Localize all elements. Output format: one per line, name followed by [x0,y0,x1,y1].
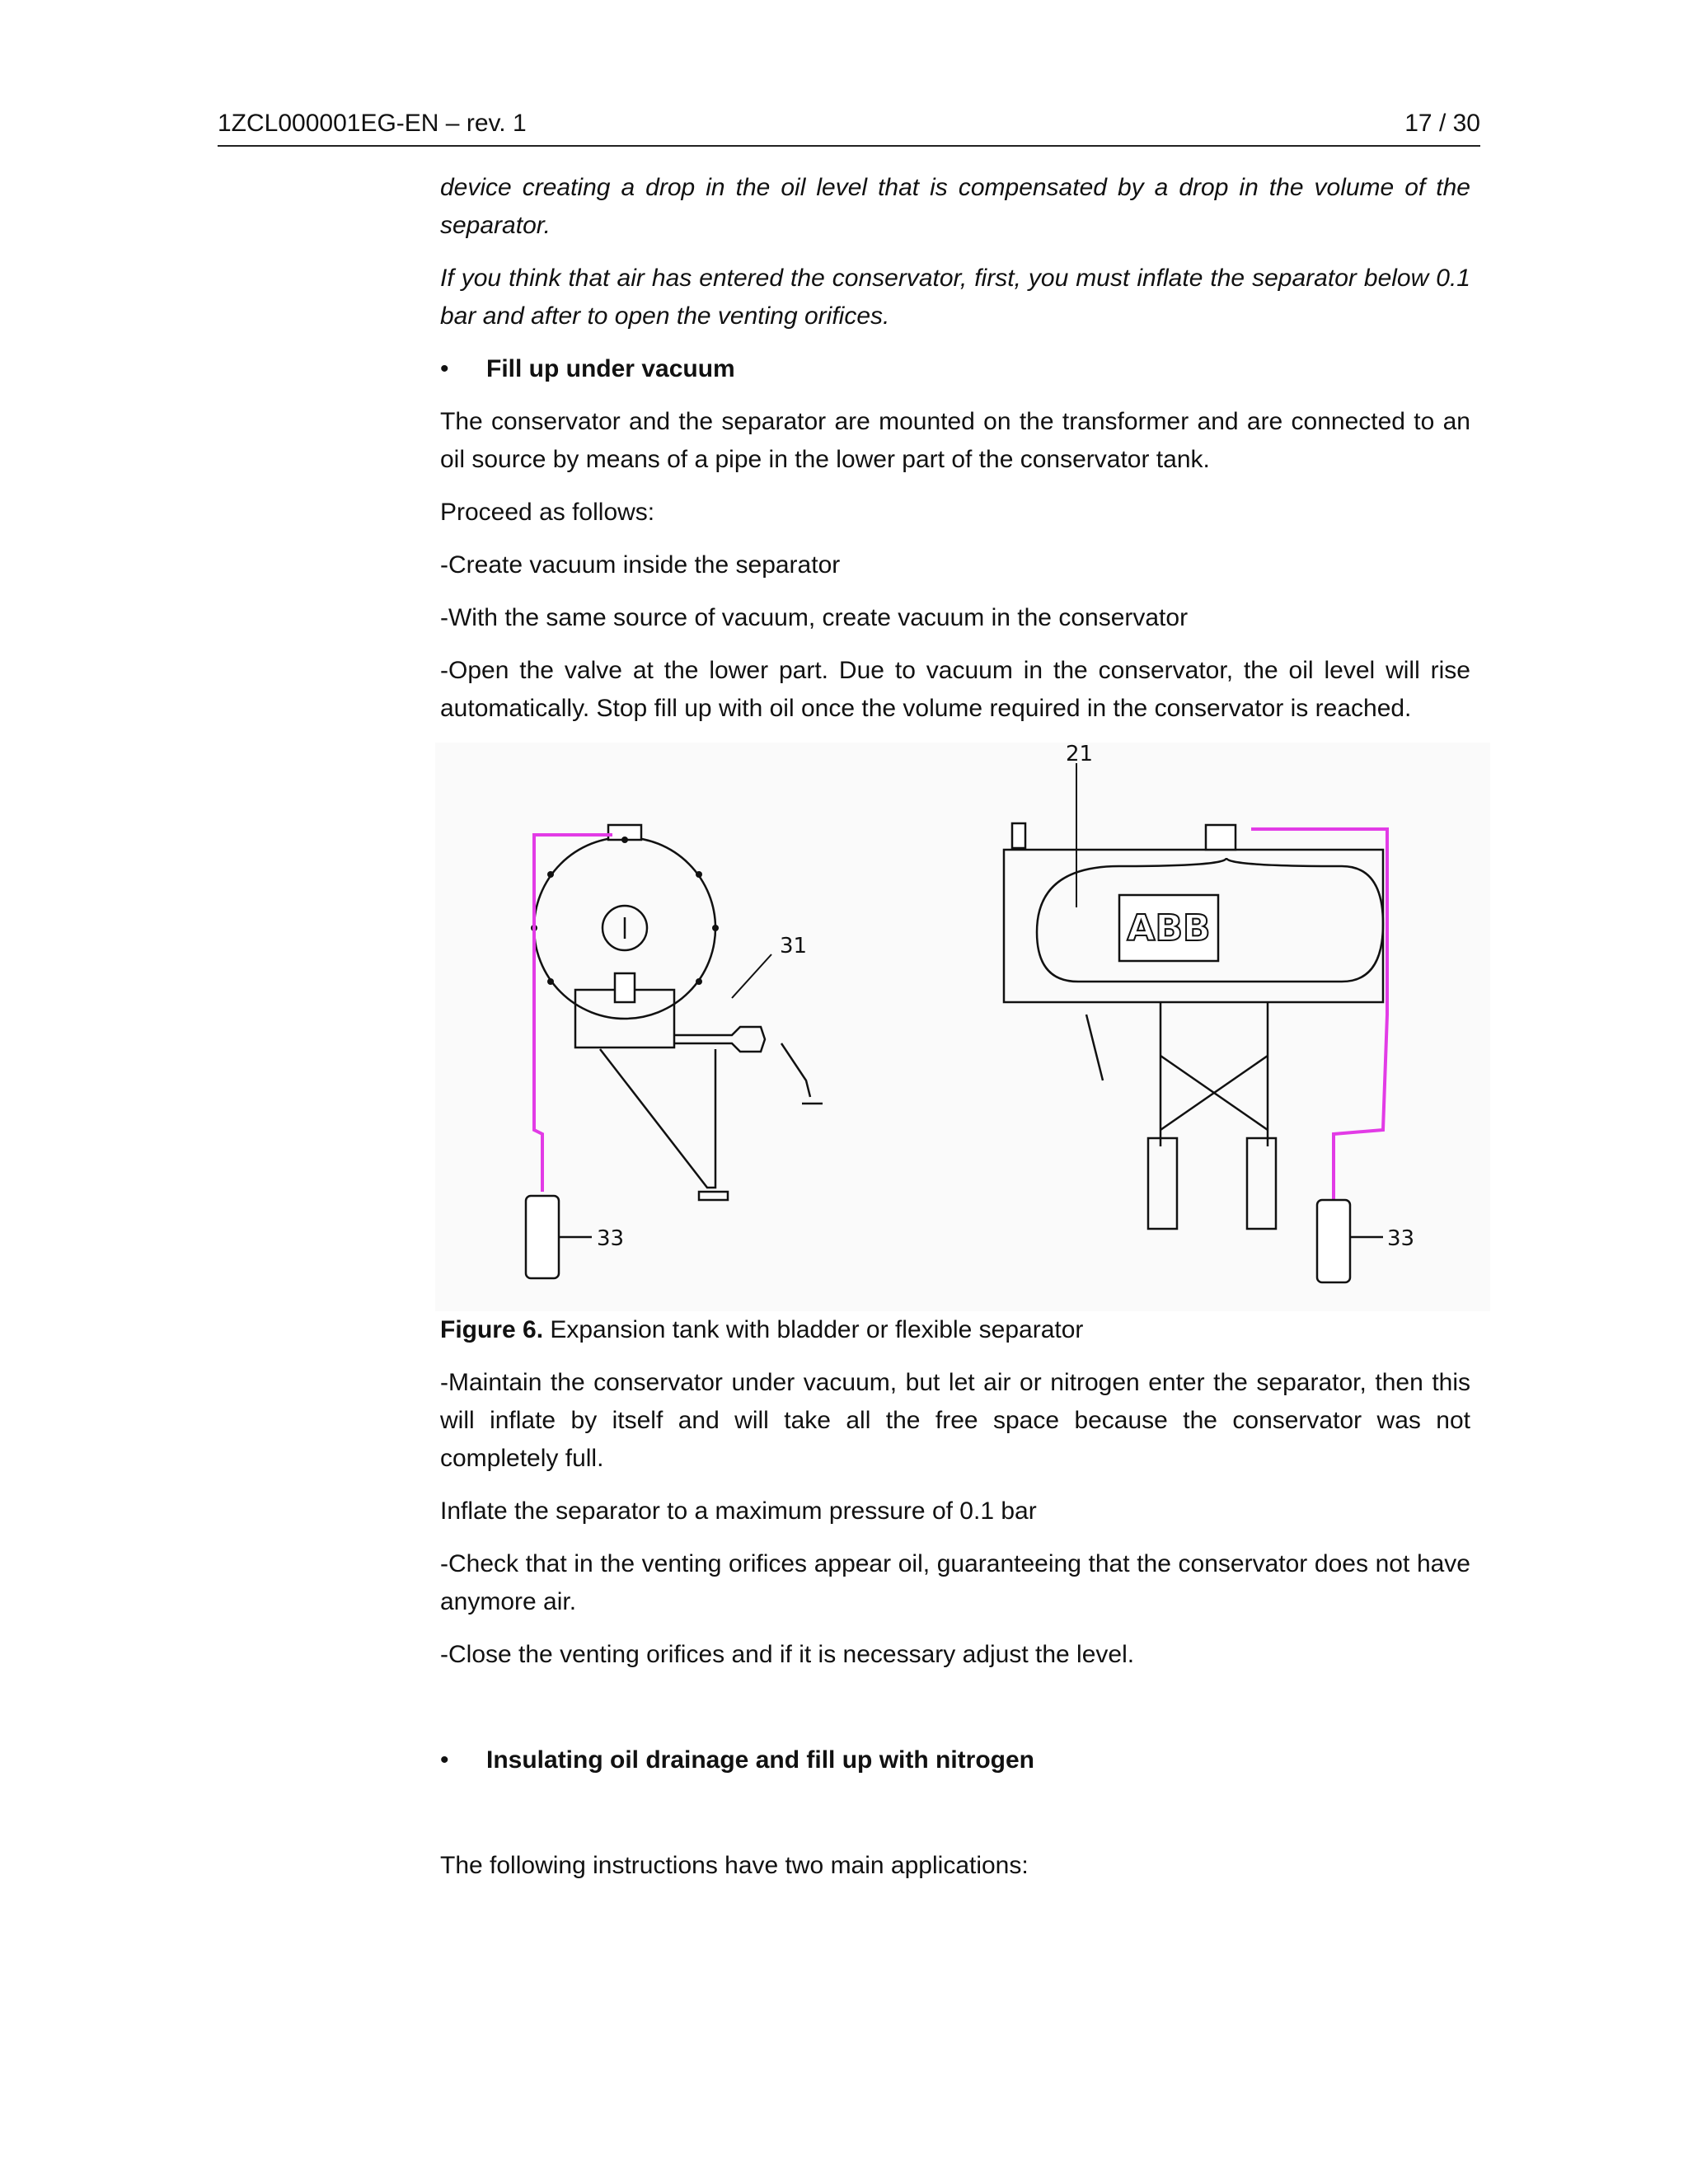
bullet-heading [440,350,1470,388]
label-31: 31 [780,934,808,958]
bullet-dot: • [440,1746,449,1774]
figure-caption-label: Figure 6. [440,1316,544,1343]
label-33-right: 33 [1387,1226,1415,1251]
figure-caption [440,1311,1470,1349]
left-conservator-drawing [534,825,823,1200]
label-21: 21 [1066,743,1094,766]
paragraph: The following instructions have two main applications: [440,1852,1029,1879]
paragraph: device creating a drop in the oil level that is compensated by a drop in the volume of the separator. [440,174,1470,239]
right-conservator-drawing [1004,823,1383,1229]
paragraph: -Create vacuum inside the separator [440,551,841,579]
label-33-left: 33 [597,1226,625,1251]
paragraph: -Close the venting orifices and if it is necessary adjust the level. [440,1641,1135,1668]
paragraph: -Maintain the conservator under vacuum, but let air or nitrogen enter the separator, then this will inflate by itself and will take all the free space because the conservator was not completely full. [440,1369,1470,1472]
page-body [440,169,1470,1900]
paragraph: -With the same source of vacuum, create vacuum in the conservator [440,604,1189,631]
figure-drawing [435,743,1490,1311]
document-id: 1ZCL000001EG-EN – rev. 1 [218,110,527,137]
page-number: 17 / 30 [1404,110,1480,137]
abb-logo: ABB [1127,907,1211,949]
bullet-heading-text: Fill up under vacuum [486,355,735,382]
paragraph: -Check that in the venting orifices appear oil, guaranteeing that the conservator does not have anymore air. [440,1550,1470,1615]
bullet-heading-text: Insulating oil drainage and fill up with nitrogen [486,1746,1034,1774]
paragraph: -Open the valve at the lower part. Due to vacuum in the conservator, the oil level will rise automatically. Stop fill up with oil once the volume required in the conservator is reached. [440,657,1470,722]
left-pipe [534,835,612,1192]
paragraph: Proceed as follows: [440,499,655,526]
bullet-heading [440,1741,1470,1779]
bullet-dot: • [440,355,449,382]
paragraph: The conservator and the separator are mounted on the transformer and are connected to an oil source by means of a pipe in the lower part of the conservator tank. [440,408,1470,473]
right-breather [1317,1200,1383,1282]
figure-caption-text: Expansion tank with bladder or flexible separator [543,1316,1084,1343]
page-header [218,105,1480,147]
left-bolts [531,837,719,985]
right-pipe [1251,829,1387,1200]
paragraph: Inflate the separator to a maximum pressure of 0.1 bar [440,1497,1037,1525]
paragraph: If you think that air has entered the conservator, first, you must inflate the separator below 0.1 bar and after to open the venting orifices. [440,265,1470,330]
left-breather [526,1196,592,1278]
